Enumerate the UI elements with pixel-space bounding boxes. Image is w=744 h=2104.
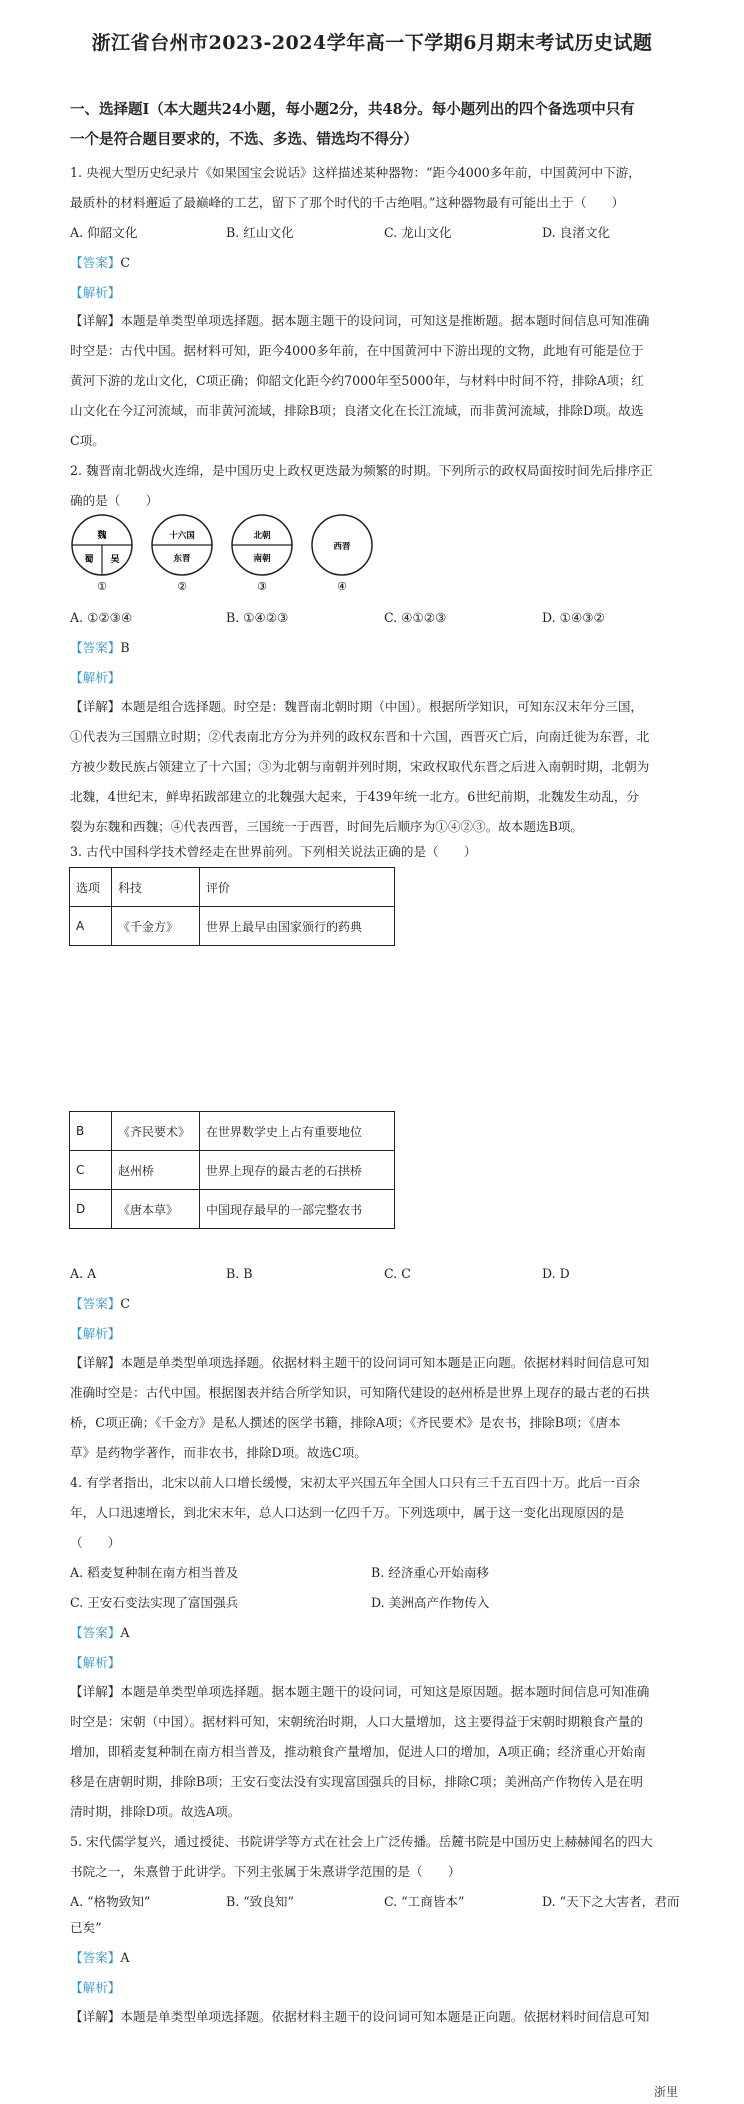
page-footer-mark: 浙里: [653, 2085, 678, 2099]
table-row: [70, 1112, 395, 1151]
q3-answer-label: 【答案】C: [70, 1296, 131, 1311]
table-row: [70, 1151, 395, 1190]
table-cell: 在世界数学史上占有重要地位: [200, 1112, 395, 1151]
q3-stem: 3. 古代中国科学技术曾经走在世界前列。下列相关说法正确的是（ ）: [70, 844, 477, 859]
table-cell: 《千金方》: [112, 907, 200, 946]
q5-option-b: B. “致良知”: [226, 1894, 294, 1909]
q1-stem-line2: 最质朴的材料邂逅了最巅峰的工艺，留下了那个时代的千古绝唱。”这种器物最有可能出土于（ ）: [70, 195, 625, 210]
q4-detail-5: 清时期，排除D项。故选A项。: [70, 1804, 241, 1819]
q1-detail-2: 时空是：古代中国。据材料可知，距今4000多年前，在中国黄河中下游出现的文物，此地有可能是位于: [70, 343, 644, 358]
table-cell: 《齐民要术》: [112, 1112, 200, 1151]
q4-option-c: C. 王安石变法实现了富国强兵: [70, 1595, 239, 1610]
table-cell: D: [70, 1190, 112, 1229]
q2-detail-2: ①代表为三国鼎立时期；②代表南北方分为并列的政权东晋和十六国，西晋灭亡后，向南迁徙为东晋，北: [70, 729, 650, 744]
q5-stem-line1: 5. 宋代儒学复兴，通过授徒、书院讲学等方式在社会上广泛传播。岳麓书院是中国历史上赫赫闻名的四大: [70, 1834, 653, 1849]
q3-detail-4: 草》是药物学著作，而非农书，排除D项。故选C项。: [70, 1445, 367, 1460]
table-row: [70, 907, 395, 946]
q4-analysis-label: 【解析】: [70, 1655, 121, 1670]
circle-1-top: 魏: [97, 531, 107, 541]
q1-option-c: C. 龙山文化: [384, 225, 452, 240]
q4-detail-2: 时空是：宋朝（中国）。据材料可知，宋朝统治时期，人口大量增加，这主要得益于宋朝时期粮食产量的: [70, 1714, 644, 1729]
q2-option-b: B. ①④②③: [226, 610, 289, 625]
table-head-option: 选项: [70, 868, 112, 907]
q4-answer-label: 【答案】A: [70, 1625, 130, 1640]
q4-stem-line2: 年，人口迅速增长，到北宋末年，总人口达到一亿四千万。下列选项中，属于这一变化出现原因的是: [70, 1505, 625, 1520]
q3-analysis-label: 【解析】: [70, 1326, 121, 1341]
circle-3-top: 北朝: [253, 531, 271, 541]
q2-detail-5: 裂为东魏和西魏；④代表西晋，三国统一于西晋，时间先后顺序为①④②③。故本题选B项。: [70, 819, 584, 834]
circle-4-center: 西晋: [333, 542, 351, 552]
q5-option-d: D. “天下之大害者，君而: [542, 1894, 680, 1909]
circle-1-three-kingdoms: [72, 515, 132, 593]
q4-stem-line1: 4. 有学者指出，北宋以前人口增长缓慢，宋初太平兴国五年全国人口只有三千五百四十万。此后一百余: [70, 1475, 641, 1490]
q1-detail-3: 黄河下游的龙山文化，C项正确；仰韶文化距今约7000年至5000年，与材料中时间不符，排除A项；红: [70, 373, 644, 388]
q1-detail-4: 山文化在今辽河流域，而非黄河流域，排除B项；良渚文化在长江流域，而非黄河流域，排除D项。故选: [70, 403, 644, 418]
q5-stem-line2: 书院之一，朱熹曾于此讲学。下列主张属于朱熹讲学范围的是（ ）: [70, 1864, 461, 1879]
q2-option-c: C. ④①②③: [384, 610, 447, 625]
circle-1-number: ①: [97, 580, 107, 593]
q2-detail-1: 【详解】本题是组合选择题。时空是：魏晋南北朝时期（中国）。根据所学知识，可知东汉末年分三国，: [70, 699, 644, 714]
q5-option-d-cont: 已矣”: [70, 1920, 102, 1935]
circle-4-number: ④: [337, 580, 347, 593]
table-cell: 赵州桥: [112, 1151, 200, 1190]
circle-4-western-jin: [312, 515, 372, 593]
q2-stem-line2: 确的是（ ）: [70, 493, 159, 508]
q5-analysis-label: 【解析】: [70, 1980, 121, 1995]
q1-detail-1: 【详解】本题是单类型单项选择题。据本题主题干的设问词，可知这是推断题。据本题时间信息可知准确: [70, 313, 650, 328]
q1-answer-label: 【答案】C: [70, 255, 131, 270]
q2-answer-label: 【答案】B: [70, 640, 130, 655]
q1-option-b: B. 红山文化: [226, 225, 294, 240]
q4-option-b: B. 经济重心开始南移: [371, 1565, 490, 1580]
q2-option-d: D. ①④③②: [542, 610, 605, 625]
circle-2-bottom: 东晋: [173, 554, 191, 564]
q3-detail-3: 桥，C项正确；《千金方》是私人撰述的医学书籍，排除A项；《齐民要术》是农书，排除B项；《唐本: [70, 1415, 621, 1430]
q3-option-a: A. A: [70, 1266, 97, 1281]
q1-stem-line1: 1. 央视大型历史纪录片《如果国宝会说话》这样描述某种器物：“距今4000多年前，中国黄河中下游，: [70, 165, 641, 180]
page-title: 浙江省台州市2023-2024学年高一下学期6月期末考试历史试题: [91, 32, 653, 54]
table-cell: C: [70, 1151, 112, 1190]
q3-table-top: [69, 867, 395, 946]
circle-2-top: 十六国: [169, 531, 195, 541]
circle-2-number: ②: [177, 580, 187, 593]
q1-detail-5: C项。: [70, 433, 105, 448]
q2-detail-3: 方被少数民族占领建立了十六国；③为北朝与南朝并列时期，宋政权取代东晋之后进入南朝时期，北朝为: [70, 759, 650, 774]
q2-stem-line1: 2. 魏晋南北朝战火连绵，是中国历史上政权更迭最为频繁的时期。下列所示的政权局面按时间先后排序正: [70, 463, 653, 478]
table-head-eval: 评价: [200, 868, 395, 907]
table-cell: B: [70, 1112, 112, 1151]
circle-3-north-south: [232, 515, 292, 593]
regime-circles-figure: [70, 514, 390, 594]
q3-detail-1: 【详解】本题是单类型单项选择题。依据材料主题干的设问词可知本题是正向题。依据材料时间信息可知: [70, 1355, 650, 1370]
q3-option-d: D. D: [542, 1266, 570, 1281]
circle-2-sixteen-kingdoms: [152, 515, 212, 593]
table-header-row: [70, 868, 395, 907]
q3-option-b: B. B: [226, 1266, 253, 1281]
section-heading-line1: 一、选择题Ⅰ（本大题共24小题，每小题2分，共48分。每小题列出的四个备选项中只有: [70, 101, 635, 118]
q4-option-a: A. 稻麦复种制在南方相当普及: [70, 1565, 239, 1580]
q4-detail-4: 移是在唐朝时期，排除B项；王安石变法没有实现富国强兵的目标，排除C项；美洲高产作物传入是在明: [70, 1774, 644, 1789]
q2-option-a: A. ①②③④: [70, 610, 133, 625]
circle-1-right: 吴: [110, 555, 120, 565]
q4-detail-3: 增加，即稻麦复种制在南方相当普及，推动粮食产量增加，促进人口的增加，A项正确；经济重心开始南: [70, 1744, 646, 1759]
q1-option-a: A. 仰韶文化: [70, 225, 138, 240]
q4-stem-line3: （ ）: [70, 1535, 121, 1550]
q3-option-c: C. C: [384, 1266, 411, 1281]
q3-table-bottom: [69, 1111, 395, 1229]
table-cell: 中国现存最早的一部完整农书: [200, 1190, 395, 1229]
circle-3-bottom: 南朝: [253, 554, 271, 564]
q4-detail-1: 【详解】本题是单类型单项选择题。据本题主题干的设问词，可知这是原因题。据本题时间信息可知准确: [70, 1684, 650, 1699]
table-cell: 世界上最早由国家颁行的药典: [200, 907, 395, 946]
q3-detail-2: 准确时空是：古代中国。根据图表并结合所学知识，可知隋代建设的赵州桥是世界上现存的最古老的石拱: [70, 1385, 650, 1400]
q4-option-d: D. 美洲高产作物传入: [371, 1595, 490, 1610]
q1-analysis-label: 【解析】: [70, 285, 121, 300]
section-heading-line2: 一个是符合题目要求的，不选、多选、错选均不得分）: [70, 131, 418, 148]
q5-option-c: C. “工商皆本”: [384, 1894, 465, 1909]
q5-option-a: A. “格物致知”: [70, 1894, 151, 1909]
q1-option-d: D. 良渚文化: [542, 225, 611, 240]
q2-detail-4: 北魏，4世纪末，鲜卑拓跋部建立的北魏强大起来，于439年统一北方。6世纪前期，北魏发生动乱，分: [70, 789, 640, 804]
table-head-tech: 科技: [112, 868, 200, 907]
q2-analysis-label: 【解析】: [70, 670, 121, 685]
table-cell: 世界上现存的最古老的石拱桥: [200, 1151, 395, 1190]
q5-answer-label: 【答案】A: [70, 1950, 130, 1965]
q5-detail-1: 【详解】本题是单类型单项选择题。依据材料主题干的设问词可知本题是正向题。依据材料时间信息可知: [70, 2009, 650, 2024]
circle-3-number: ③: [257, 580, 267, 593]
table-cell: 《唐本草》: [112, 1190, 200, 1229]
table-cell: A: [70, 907, 112, 946]
table-row: [70, 1190, 395, 1229]
circle-1-left: 蜀: [84, 555, 94, 565]
